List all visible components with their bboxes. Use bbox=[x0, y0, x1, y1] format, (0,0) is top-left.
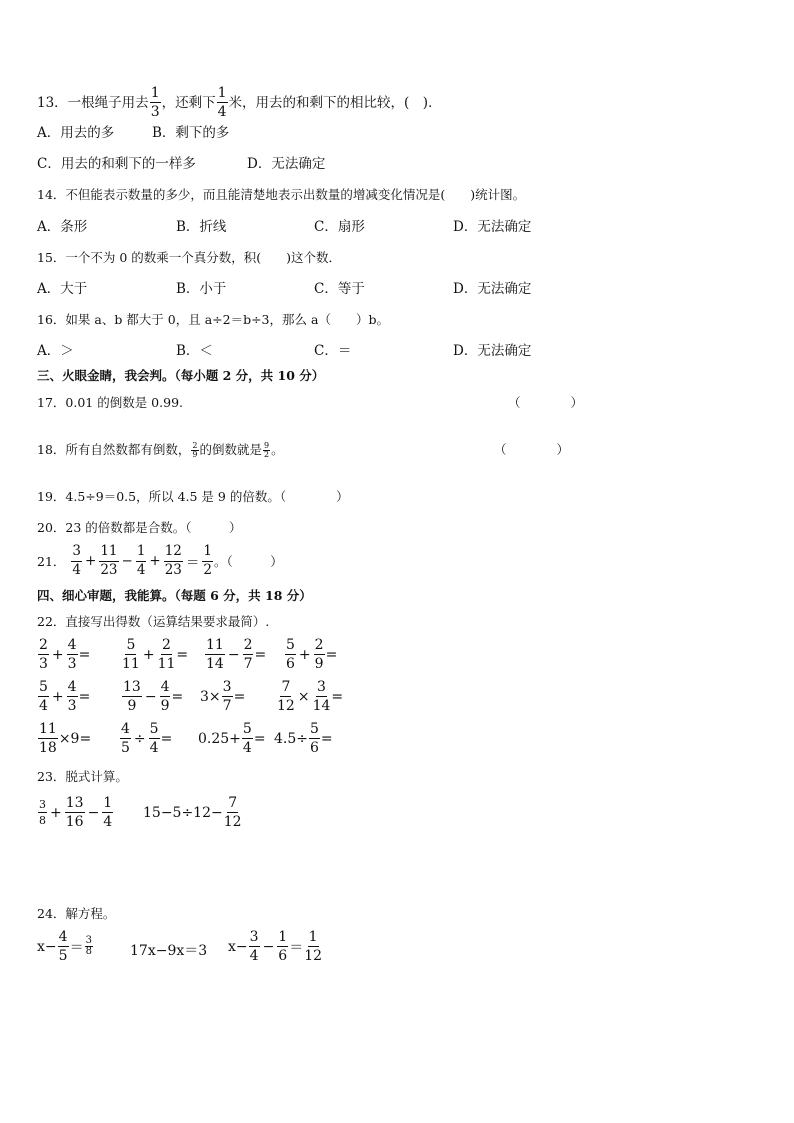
equals: = bbox=[320, 730, 333, 747]
q18-fraction-a: $\frac{2}{9}$ bbox=[192, 440, 198, 459]
q16-stem: 16．如果 a、b 都大于 0，且 a÷2＝b÷3，那么 a（ ）b。 bbox=[37, 312, 389, 327]
q22-r1-item-4 bbox=[284, 638, 337, 671]
fraction: $\frac{2}{3}$ bbox=[39, 637, 48, 672]
q18-fraction-b: $\frac{9}{2}$ bbox=[264, 440, 270, 459]
operator: − bbox=[227, 646, 240, 663]
fraction: $\frac{3}{8}$ bbox=[85, 935, 92, 957]
fraction: $\frac{5}{4}$ bbox=[242, 721, 252, 756]
q13-option-a[interactable]: A．用去的多 bbox=[37, 125, 115, 141]
q18-text-2: 的倒数就是 bbox=[199, 442, 263, 457]
q22-r3-item-4 bbox=[274, 722, 333, 755]
q17-stem: 17．0.01 的倒数是 0.99. bbox=[37, 395, 183, 410]
fraction: $\frac{3}{4}$ bbox=[249, 929, 259, 964]
q14-stem: 14．不但能表示数量的多少，而且能清楚地表示出数量的增减变化情况是( )统计图。 bbox=[37, 187, 526, 202]
equals: = bbox=[78, 646, 91, 663]
q21-term-2: $\frac{11}{23}$ bbox=[100, 543, 118, 578]
fraction: $\frac{4}{3}$ bbox=[67, 637, 77, 672]
q24-equation-1 bbox=[37, 930, 94, 963]
q18-text-1: 18．所有自然数都有倒数， bbox=[37, 442, 191, 457]
q21-op-4: ＝ bbox=[185, 555, 200, 571]
q22-r3-item-2 bbox=[119, 722, 172, 755]
operator: + bbox=[50, 804, 62, 821]
fraction: $\frac{5}{11}$ bbox=[122, 637, 140, 672]
equals: = bbox=[331, 688, 344, 705]
q13-text-1: 13．一根绳子用去 bbox=[37, 94, 149, 111]
fraction: $\frac{2}{7}$ bbox=[243, 637, 253, 672]
q21-op-2: − bbox=[121, 553, 133, 569]
equals: = bbox=[78, 688, 91, 705]
fraction: $\frac{7}{12}$ bbox=[223, 795, 242, 830]
operator: ×9= bbox=[58, 730, 92, 747]
section-3-title: 三、火眼金睛，我会判。（每小题 2 分，共 10 分） bbox=[37, 368, 325, 383]
operator: + bbox=[51, 646, 64, 663]
q19-stem: 19．4.5÷9＝0.5，所以 4.5 是 9 的倍数。（ ） bbox=[37, 489, 349, 504]
equals: = bbox=[253, 730, 266, 747]
operator: ÷ bbox=[133, 730, 146, 747]
q22-r2-item-1 bbox=[37, 680, 90, 713]
q18-text-3: 。 bbox=[271, 442, 284, 457]
q22-r1-item-3 bbox=[204, 638, 266, 671]
equals: ＝ bbox=[69, 939, 84, 956]
q14-option-b[interactable]: B．折线 bbox=[176, 219, 227, 235]
q13-text-3: 米，用去的和剩下的相比较，( )． bbox=[228, 94, 442, 111]
fraction: $\frac{4}{9}$ bbox=[160, 679, 170, 714]
q14-option-d[interactable]: D．无法确定 bbox=[453, 219, 532, 235]
q21-expression bbox=[37, 545, 283, 577]
operator: + bbox=[142, 646, 155, 663]
operator: × bbox=[297, 688, 310, 705]
prefix: 3× bbox=[200, 688, 221, 705]
fraction: $\frac{13}{16}$ bbox=[65, 795, 84, 830]
q15-option-d[interactable]: D．无法确定 bbox=[453, 281, 532, 297]
q16-option-b[interactable]: B．＜ bbox=[176, 343, 213, 359]
q22-r2-item-2 bbox=[121, 680, 183, 713]
prefix: x− bbox=[228, 938, 248, 955]
fraction: $\frac{3}{7}$ bbox=[222, 679, 232, 714]
fraction: $\frac{11}{18}$ bbox=[39, 721, 57, 756]
prefix: 15−5÷12− bbox=[143, 804, 223, 821]
q22-r1-item-1 bbox=[37, 638, 90, 671]
prefix: 0.25+ bbox=[198, 730, 241, 747]
q15-stem: 15．一个不为 0 的数乘一个真分数，积( )这个数． bbox=[37, 250, 342, 265]
q21-op-3: + bbox=[149, 553, 161, 569]
fraction: $\frac{5}{4}$ bbox=[39, 679, 48, 714]
equals: = bbox=[325, 646, 338, 663]
q22-r3-item-3 bbox=[198, 722, 266, 755]
operator: + bbox=[51, 688, 64, 705]
q15-option-c[interactable]: C．等于 bbox=[314, 281, 365, 297]
fraction: $\frac{4}{3}$ bbox=[67, 679, 77, 714]
q24-equation-2 bbox=[130, 940, 207, 960]
fraction: $\frac{4}{5}$ bbox=[121, 721, 130, 756]
prefix: 4.5÷ bbox=[274, 730, 308, 747]
fraction: $\frac{5}{4}$ bbox=[149, 721, 159, 756]
section-4-title: 四、细心审题，我能算。（每题 6 分，共 18 分） bbox=[37, 588, 312, 603]
q13-text-2: ，还剩下 bbox=[161, 94, 216, 111]
q13-stem bbox=[37, 86, 442, 119]
q24-stem: 24．解方程。 bbox=[37, 906, 116, 921]
q14-option-c[interactable]: C．扇形 bbox=[314, 219, 365, 235]
fraction: $\frac{3}{14}$ bbox=[312, 679, 331, 714]
q16-option-d[interactable]: D．无法确定 bbox=[453, 343, 532, 359]
q17-answer-blank[interactable]: （ ） bbox=[508, 395, 584, 410]
fraction: $\frac{5}{6}$ bbox=[286, 637, 295, 672]
q18-answer-blank[interactable]: （ ） bbox=[494, 442, 570, 457]
q15-option-a[interactable]: A．大于 bbox=[37, 281, 88, 297]
q21-term-3: $\frac{1}{4}$ bbox=[136, 543, 146, 578]
q13-fraction-used: $\frac{1}{3}$ bbox=[150, 85, 160, 120]
q21-tail: 。（ ） bbox=[214, 554, 283, 569]
operator: − bbox=[87, 804, 100, 821]
q13-fraction-left: $\frac{1}{4}$ bbox=[217, 85, 227, 120]
equals: = bbox=[176, 646, 189, 663]
fraction: $\frac{5}{6}$ bbox=[310, 721, 319, 756]
q21-term-4: $\frac{12}{23}$ bbox=[164, 543, 182, 578]
q21-term-5: $\frac{1}{2}$ bbox=[203, 543, 212, 578]
equals: = bbox=[160, 730, 173, 747]
q13-option-b[interactable]: B．剩下的多 bbox=[152, 125, 230, 141]
q22-r1-item-2 bbox=[121, 638, 188, 671]
q24-equation-3 bbox=[228, 930, 323, 963]
operator: − bbox=[144, 688, 157, 705]
fraction: $\frac{4}{5}$ bbox=[58, 929, 68, 964]
q23-expression-2 bbox=[143, 796, 243, 829]
equals: ＝ bbox=[289, 939, 304, 956]
fraction: $\frac{2}{11}$ bbox=[157, 637, 176, 672]
q21-op-1: + bbox=[85, 553, 97, 569]
q15-option-b[interactable]: B．小于 bbox=[176, 281, 227, 297]
q23-expression-1 bbox=[37, 796, 114, 829]
q21-term-1: $\frac{3}{4}$ bbox=[72, 543, 81, 578]
q22-r3-item-1 bbox=[37, 722, 91, 755]
q14-option-a[interactable]: A．条形 bbox=[37, 219, 88, 235]
q21-label: 21． bbox=[37, 554, 66, 569]
equals: = bbox=[254, 646, 267, 663]
fraction: $\frac{3}{8}$ bbox=[39, 798, 46, 827]
fraction: $\frac{2}{9}$ bbox=[314, 637, 324, 672]
q18-stem bbox=[37, 440, 284, 460]
fraction: $\frac{13}{9}$ bbox=[123, 679, 141, 714]
q22-r2-item-4 bbox=[276, 680, 343, 713]
q20-stem: 20．23 的倍数都是合数。（ ） bbox=[37, 520, 242, 535]
operator: − bbox=[262, 938, 275, 955]
q23-stem: 23．脱式计算。 bbox=[37, 769, 128, 784]
equals: = bbox=[171, 688, 184, 705]
equation-text: 17x−9x＝3 bbox=[130, 943, 208, 959]
fraction: $\frac{1}{6}$ bbox=[278, 929, 288, 964]
q13-option-d[interactable]: D．无法确定 bbox=[247, 156, 326, 172]
fraction: $\frac{7}{12}$ bbox=[277, 679, 295, 714]
q13-option-c[interactable]: C．用去的和剩下的一样多 bbox=[37, 156, 196, 172]
prefix: x− bbox=[37, 938, 57, 955]
q16-option-c[interactable]: C．＝ bbox=[314, 343, 352, 359]
q22-r2-item-3 bbox=[200, 680, 245, 713]
q22-stem: 22．直接写出得数（运算结果要求最简）. bbox=[37, 614, 270, 629]
operator: + bbox=[298, 646, 311, 663]
fraction: $\frac{1}{12}$ bbox=[304, 929, 323, 964]
equals: = bbox=[233, 688, 246, 705]
fraction: $\frac{11}{14}$ bbox=[206, 637, 224, 672]
q16-option-a[interactable]: A．＞ bbox=[37, 343, 74, 359]
fraction: $\frac{1}{4}$ bbox=[103, 795, 113, 830]
